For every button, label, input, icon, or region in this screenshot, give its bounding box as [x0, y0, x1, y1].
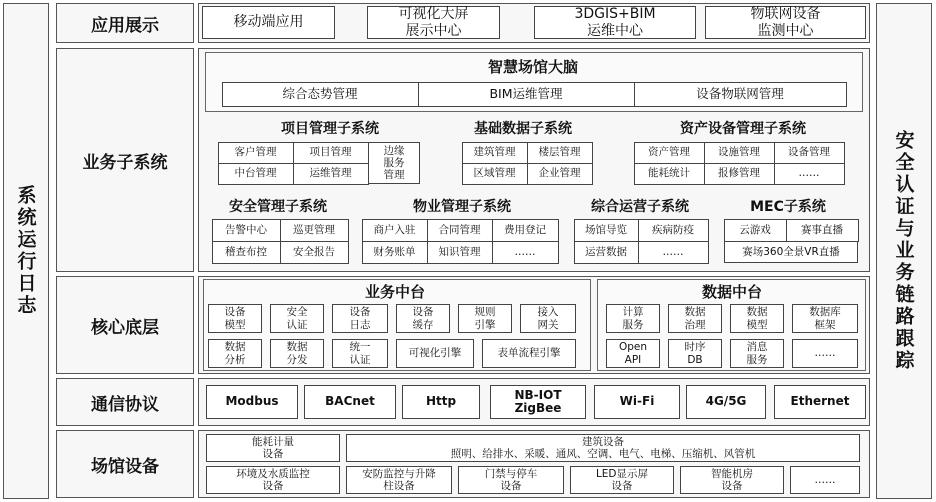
security-patrol: 巡更管理 — [280, 219, 349, 242]
brain-bim: BIM运维管理 — [418, 82, 635, 107]
basic-title: 基础数据子系统 — [474, 121, 572, 137]
mec-cloud-game: 云游戏 — [724, 219, 787, 242]
property-title: 物业管理子系统 — [413, 199, 511, 215]
system-log-label: 系统运行日志 — [14, 185, 37, 317]
mec-grid-top — [724, 219, 858, 241]
device-security-bollard: 安防监控与升降 柱设备 — [346, 466, 452, 494]
project-customer: 客户管理 — [218, 142, 294, 164]
app-layer-label: 应用展示 — [91, 15, 159, 36]
biz-data-dist: 数据 分发 — [270, 339, 324, 368]
app-3dgis-bim: 3DGIS+BIM 运维中心 — [534, 6, 696, 39]
security-inspect: 稽查布控 — [212, 241, 281, 264]
project-edge: 边缘 服务 管理 — [368, 142, 420, 184]
biz-platform-title: 业务中台 — [364, 282, 425, 301]
brain-title: 智慧场馆大脑 — [487, 57, 578, 76]
protocol-modbus: Modbus — [206, 385, 298, 419]
property-grid — [362, 219, 558, 263]
protocol-ethernet: Ethernet — [774, 385, 866, 419]
business-layer-label: 业务子系统 — [82, 152, 168, 173]
property-finance: 财务账单 — [362, 241, 428, 264]
biz-rule-engine: 规则 引擎 — [458, 304, 512, 333]
protocol-layer-label: 通信协议 — [91, 394, 159, 415]
device-more: …… — [790, 466, 860, 494]
device-layer-label-box — [56, 430, 194, 498]
biz-form-engine: 表单流程引擎 — [482, 339, 576, 368]
device-led: LED显示屏 设备 — [570, 466, 674, 494]
device-access-parking: 门禁与停车 设备 — [458, 466, 564, 494]
operation-epidemic: 疾病防疫 — [638, 219, 709, 242]
protocol-4g5g: 4G/5G — [686, 385, 766, 419]
mec-title: MEC子系统 — [750, 199, 826, 215]
biz-device-model: 设备 模型 — [208, 304, 262, 333]
operation-grid — [574, 219, 708, 263]
operation-more: …… — [638, 241, 709, 264]
biz-device-cache: 设备 缓存 — [396, 304, 450, 333]
operation-data: 运营数据 — [574, 241, 639, 264]
device-building-title: 建筑设备 — [582, 435, 624, 448]
device-server-room: 智能机房 设备 — [680, 466, 784, 494]
asset-facility: 设施管理 — [704, 142, 775, 164]
basic-company: 企业管理 — [527, 163, 593, 185]
data-more: …… — [792, 339, 858, 368]
security-trace-label: 安全认证与业务链路跟踪 — [892, 130, 915, 372]
data-governance: 数据 治理 — [668, 304, 722, 333]
biz-device-log: 设备 日志 — [332, 304, 388, 333]
project-grid — [218, 142, 368, 184]
core-layer-label: 核心底层 — [91, 317, 159, 338]
biz-data-analysis: 数据 分析 — [208, 339, 262, 368]
biz-gateway: 接入 网关 — [520, 304, 576, 333]
operation-title: 综合运营子系统 — [591, 199, 689, 215]
asset-title: 资产设备管理子系统 — [680, 121, 806, 137]
business-layer-label-box — [56, 48, 194, 272]
project-ops: 运维管理 — [293, 163, 369, 185]
data-db-framework: 数据库 框架 — [792, 304, 858, 333]
app-iot-monitor: 物联网设备 监测中心 — [705, 6, 866, 39]
operation-guide: 场馆导览 — [574, 219, 639, 242]
property-fee: 费用登记 — [492, 219, 559, 242]
device-layer-label: 场馆设备 — [91, 456, 159, 477]
biz-security-auth: 安全 认证 — [270, 304, 324, 333]
asset-energy: 能耗统计 — [634, 163, 705, 185]
security-report: 安全报告 — [280, 241, 349, 264]
basic-area: 区域管理 — [462, 163, 528, 185]
system-log-column — [3, 3, 49, 499]
data-message: 消息 服务 — [730, 339, 784, 368]
device-energy-meter: 能耗计量 设备 — [206, 434, 340, 462]
basic-floor: 楼层管理 — [527, 142, 593, 164]
app-layer-label-box — [56, 3, 194, 43]
security-title: 安全管理子系统 — [229, 199, 327, 215]
property-knowledge: 知识管理 — [427, 241, 493, 264]
security-trace-column — [876, 3, 932, 499]
security-grid — [212, 219, 348, 263]
brain-situation: 综合态势管理 — [222, 82, 419, 107]
data-tsdb: 时序 DB — [668, 339, 722, 368]
basic-grid — [462, 142, 592, 184]
brain-grid — [222, 82, 846, 106]
security-alarm: 告警中心 — [212, 219, 281, 242]
protocol-http: Http — [402, 385, 480, 419]
biz-visual-engine: 可视化引擎 — [396, 339, 474, 368]
mec-live: 赛事直播 — [786, 219, 859, 242]
asset-device: 设备管理 — [774, 142, 845, 164]
mec-vr-live: 赛场360全景VR直播 — [724, 241, 858, 263]
asset-assets: 资产管理 — [634, 142, 705, 164]
device-building — [346, 434, 860, 462]
property-merchant: 商户入驻 — [362, 219, 428, 242]
core-layer-label-box — [56, 276, 194, 374]
project-middle: 中台管理 — [218, 163, 294, 185]
protocol-wifi: Wi-Fi — [594, 385, 680, 419]
data-openapi: Open API — [606, 339, 660, 368]
asset-grid — [634, 142, 844, 184]
app-big-screen: 可视化大屏 展示中心 — [367, 6, 500, 39]
biz-unified-auth: 统一 认证 — [332, 339, 388, 368]
basic-building: 建筑管理 — [462, 142, 528, 164]
device-environment: 环境及水质监控 设备 — [206, 466, 340, 494]
property-more: …… — [492, 241, 559, 264]
protocol-bacnet: BACnet — [304, 385, 396, 419]
protocol-layer-label-box — [56, 378, 194, 426]
data-platform-title: 数据中台 — [701, 282, 762, 301]
property-contract: 合同管理 — [427, 219, 493, 242]
device-building-desc: 照明、给排水、采暖、通风、空调、电气、电梯、压缩机、风管机 — [450, 448, 756, 460]
app-mobile: 移动端应用 — [202, 6, 335, 39]
project-title: 项目管理子系统 — [281, 121, 379, 137]
project-project: 项目管理 — [293, 142, 369, 164]
asset-repair: 报修管理 — [704, 163, 775, 185]
asset-more: …… — [774, 163, 845, 185]
data-compute: 计算 服务 — [606, 304, 660, 333]
brain-iot: 设备物联网管理 — [634, 82, 847, 107]
data-model: 数据 模型 — [730, 304, 784, 333]
protocol-nbiot-zigbee: NB-IOT ZigBee — [490, 385, 586, 419]
